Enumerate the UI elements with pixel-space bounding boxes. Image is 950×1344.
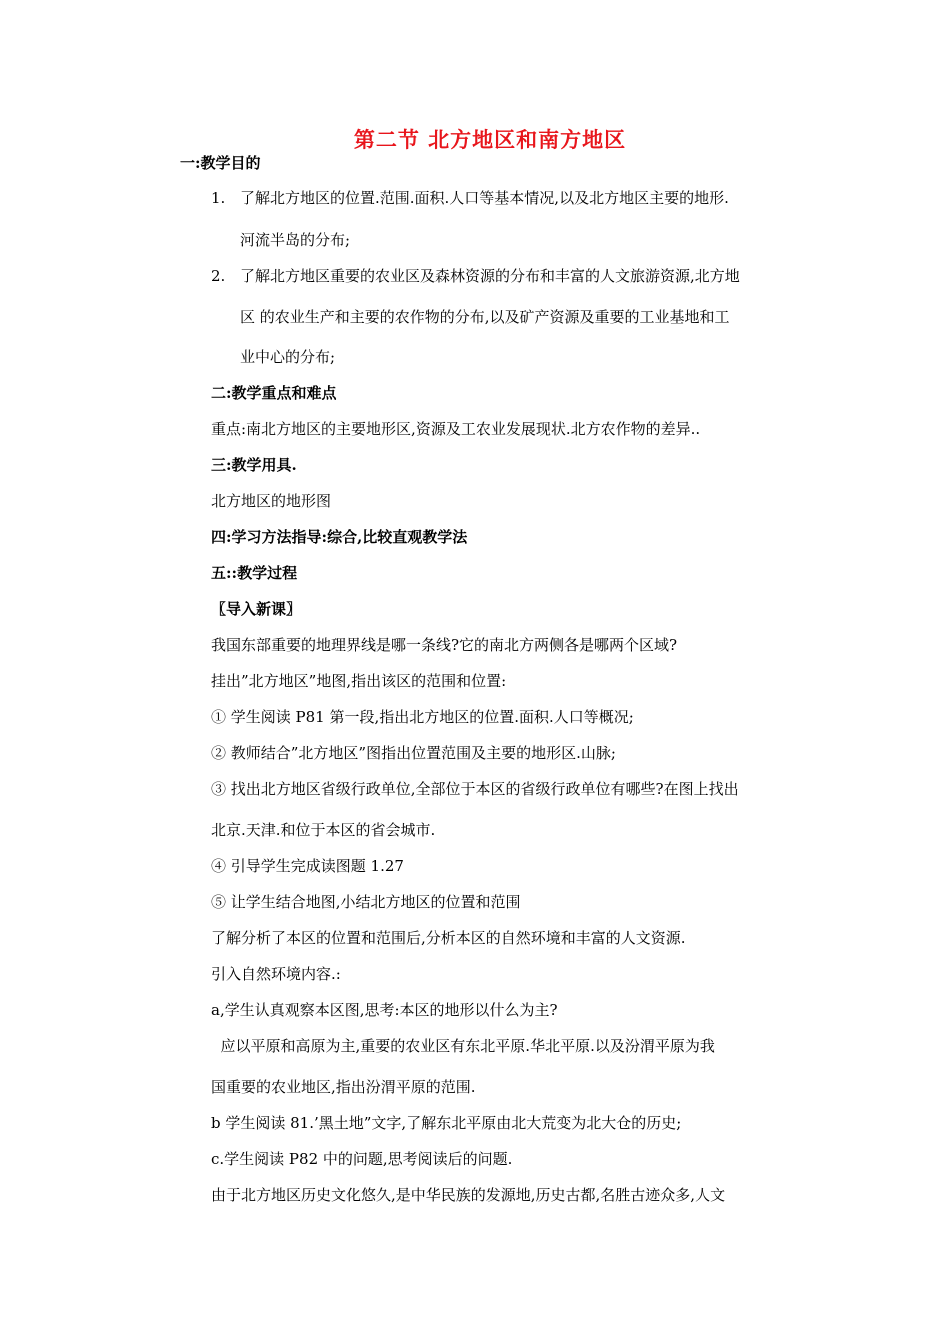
process-line: ③ 找出北方地区省级行政单位,全部位于本区的省级行政单位有哪些?在图上找出 — [211, 780, 739, 798]
key-points-text: 重点:南北方地区的主要地形区,资源及工农业发展现状.北方农作物的差异.. — [211, 420, 701, 438]
process-line: 我国东部重要的地理界线是哪一条线?它的南北方两侧各是哪两个区域? — [211, 636, 678, 654]
process-line: c.学生阅读 P82 中的问题,思考阅读后的问题. — [211, 1150, 513, 1168]
subheading-new-lesson: 〖导入新课〗 — [211, 600, 302, 618]
process-line: 引入自然环境内容.: — [211, 965, 341, 983]
list-item-1-line-1: 了解北方地区的位置.范围.面积.人口等基本情况,以及北方地区主要的地形. — [240, 189, 729, 207]
process-line: ② 教师结合”北方地区”图指出位置范围及主要的地形区.山脉; — [211, 744, 616, 762]
process-line: b 学生阅读 81.’黑土地”文字,了解东北平原由北大荒变为北大仓的历史; — [211, 1114, 682, 1132]
section-heading-process: 五::教学过程 — [211, 564, 298, 582]
process-line: a,学生认真观察本区图,思考:本区的地形以什么为主? — [211, 1001, 558, 1019]
process-line: 北京.天津.和位于本区的省会城市. — [211, 821, 436, 839]
process-line: 挂出”北方地区”地图,指出该区的范围和位置: — [211, 672, 507, 690]
list-item-2-line-1: 了解北方地区重要的农业区及森林资源的分布和丰富的人文旅游资源,北方地 — [240, 267, 740, 285]
process-line: 了解分析了本区的位置和范围后,分析本区的自然环境和丰富的人文资源. — [211, 929, 686, 947]
process-line: 由于北方地区历史文化悠久,是中华民族的发源地,历史古都,名胜古迹众多,人文 — [211, 1186, 726, 1204]
page-title: 第二节 北方地区和南方地区 — [353, 127, 627, 152]
process-line: 应以平原和高原为主,重要的农业区有东北平原.华北平原.以及汾渭平原为我 — [211, 1037, 715, 1055]
section-heading-tools: 三:教学用具. — [211, 456, 297, 474]
section-heading-key-points: 二:教学重点和难点 — [211, 384, 337, 402]
section-heading-methods: 四:学习方法指导:综合,比较直观教学法 — [211, 528, 468, 546]
list-number-2: 2. — [211, 267, 226, 285]
process-line: ① 学生阅读 P81 第一段,指出北方地区的位置.面积.人口等概况; — [211, 708, 634, 726]
process-line: 国重要的农业地区,指出汾渭平原的范围. — [211, 1078, 476, 1096]
process-line: ④ 引导学生完成读图题 1.27 — [211, 857, 404, 875]
list-item-2-line-2: 区 的农业生产和主要的农作物的分布,以及矿产资源及重要的工业基地和工 — [240, 308, 730, 326]
process-line: ⑤ 让学生结合地图,小结北方地区的位置和范围 — [211, 893, 521, 911]
section-heading-objectives: 一:教学目的 — [180, 154, 261, 172]
tools-text: 北方地区的地形图 — [211, 492, 332, 510]
list-item-2-line-3: 业中心的分布; — [240, 348, 336, 366]
list-number-1: 1. — [211, 189, 226, 207]
list-item-1-line-2: 河流半岛的分布; — [240, 231, 351, 249]
